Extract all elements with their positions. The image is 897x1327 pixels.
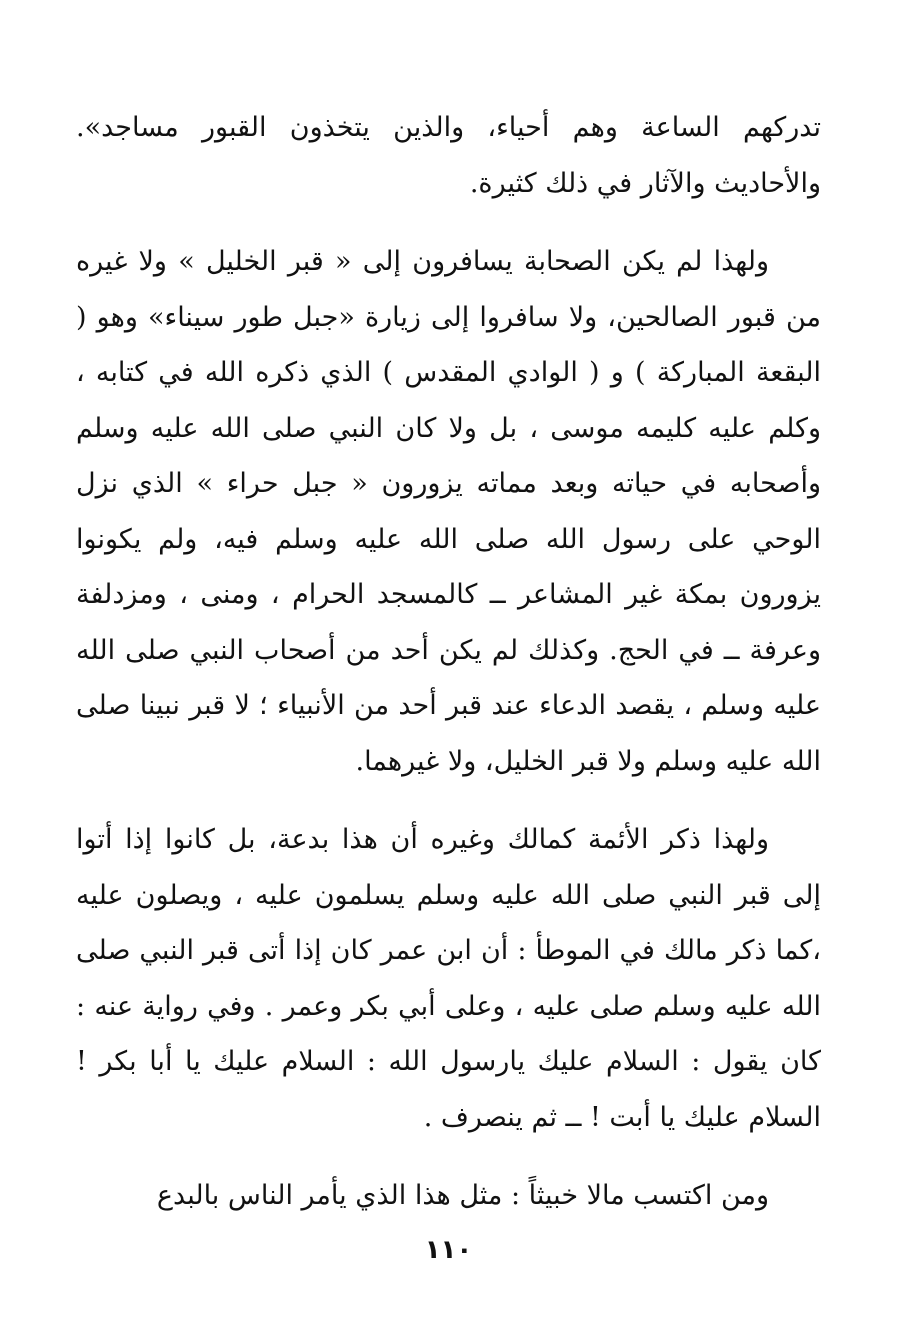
page-number: ١١٠ [424,1235,473,1265]
paragraph-3: ولهذا ذكر الأئمة كمالك وغيره أن هذا بدعة، بل كانوا إذا أتوا إلى قبر النبي صلى الله عليه وسلم يسلمون عليه ، ويصلون عليه ،كما ذكر مالك في الموطأ : أن ابن عمر كان إذا أتى قبر النبي صلى الله عليه وسلم صلى عليه ، وعلى أبي بكر وعمر . وفي رواية عنه : كان يقول : السلام عليك يارسول الله : السلام عليك يا أبا بكر ! السلام عليك يا أبت ! ــ ثم ينصرف . [76,824,821,1133]
page-body [76,100,821,1327]
paragraph-4: ومن اكتسب مالا خبيثاً : مثل هذا الذي يأمر الناس بالبدع [156,1180,769,1211]
paragraph-1: تدركهم الساعة وهم أحياء، والذين يتخذون القبور مساجد». والأحاديث والآثار في ذلك كثيرة. [76,112,821,199]
paragraph-2: ولهذا لم يكن الصحابة يسافرون إلى « قبر الخليل » ولا غيره من قبور الصالحين، ولا سافروا إلى زيارة «جبل طور سيناء» وهو ( البقعة المباركة ) و ( الوادي المقدس ) الذي ذكره الله في كتابه ، وكلم عليه كليمه موسى ، بل ولا كان النبي صلى الله عليه وسلم وأصحابه في حياته وبعد مماته يزورون « جبل حراء » الذي نزل الوحي على رسول الله صلى الله عليه وسلم فيه، ولم يكونوا يزورون بمكة غير المشاعر ــ كالمسجد الحرام ، ومنى ، ومزدلفة وعرفة ــ في الحج. وكذلك لم يكن أحد من أصحاب النبي صلى الله عليه وسلم ، يقصد الدعاء عند قبر أحد من الأنبياء ؛ لا قبر نبينا صلى الله عليه وسلم ولا قبر الخليل، ولا غيرهما. [76,246,821,777]
